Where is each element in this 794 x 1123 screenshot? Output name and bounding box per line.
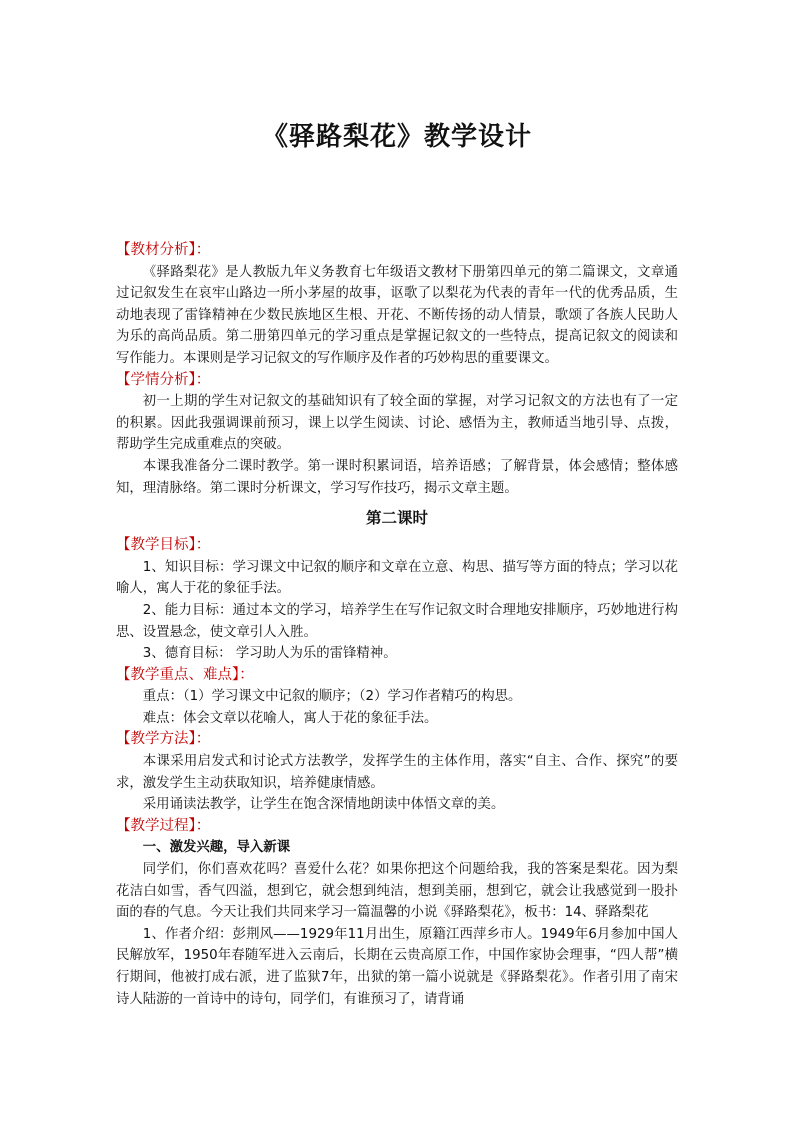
goal-moral: 3、德育目标： 学习助人为乐的雷锋精神。: [142, 646, 397, 662]
document-page: [116, 0, 678, 1123]
section-heading-student-analysis: 【学情分析】：: [116, 371, 211, 388]
student-analysis-paragraph-2: 本课我准备分二课时教学。第一课时积累词语，培养语感；了解背景，体会感情；整体感知，理清脉络。第二课时分析课文，学习写作技巧，揭示文章主题。: [116, 458, 678, 496]
process-intro-paragraph: 同学们，你们喜欢花吗？喜爱什么花？如果你把这个问题给我，我的答案是梨花。因为梨花洁白如雪，香气四溢，想到它，就会想到纯洁，想到美丽，想到它，就会让我感觉到一股扑面的春的气息。今天让我们共同来学习一篇温馨的小说《驿路梨花》，板书：14、驿路梨花: [116, 862, 678, 921]
document-title: 《驿路梨花》教学设计: [261, 122, 532, 152]
goal-knowledge: 1、知识目标：学习课文中记叙的顺序和文章在立意、构思、描写等方面的特点；学习以花喻人，寓人于花的象征手法。: [116, 559, 678, 597]
key-point: 重点：（1）学习课文中记叙的顺序；（2）学习作者精巧的构思。: [142, 689, 522, 705]
method-paragraph-1: 本课采用启发式和讨论式方法教学，发挥学生的主体作用，落实“自主、合作、探究”的要求，激发学生主动获取知识，培养健康情感。: [116, 754, 678, 791]
lesson-heading: 第二课时: [365, 509, 428, 528]
student-analysis-paragraph-1: 初一上期的学生对记叙文的基础知识有了较全面的掌握，对学习记叙文的方法也有了一定的积累。因此我强调课前预习，课上以学生阅读、讨论、感悟为主，教师适当地引导、点拨，帮助学生完成重难点的突破。: [116, 394, 678, 453]
textbook-analysis-paragraph: 《驿路梨花》是人教版九年义务教育七年级语文教材下册第四单元的第二篇课文，文章通过记叙发生在哀牢山路边一所小茅屋的故事，讴歌了以梨花为代表的青年一代的优秀品质，生动地表现了雷锋精神在少数民族地区生根、开花、不断传扬的动人情景，歌颂了各族人民助人为乐的高尚品质。第二册第四单元的学习重点是掌握记叙文的一些特点，提高记叙文的阅读和写作能力。本课则是学习记叙文的写作顺序及作者的巧妙构思的重要课文。: [116, 264, 678, 366]
section-heading-textbook-analysis: 【教材分析】：: [116, 242, 211, 258]
method-paragraph-2: 采用诵读法教学，让学生在饱含深情地朗读中体悟文章的美。: [142, 797, 505, 813]
section-heading-teaching-methods: 【教学方法】：: [116, 731, 211, 748]
goal-ability: 2、能力目标：通过本文的学习，培养学生在写作记叙文时合理地安排顺序，巧妙地进行构思、设置悬念，使文章引人入胜。: [116, 602, 678, 640]
document-body: [116, 240, 678, 1010]
difficult-point: 难点：体会文章以花喻人，寓人于花的象征手法。: [142, 710, 438, 726]
process-step-1-heading: 一、激发兴趣，导入新课: [142, 840, 291, 856]
author-intro-paragraph: 1、作者介绍：彭荆风——1929年11月出生，原籍江西萍乡市人。1949年6月参加中国人民解放军，1950年春随军进入云南后，长期在云贵高原工作，中国作家协会理事，“四人帮”横行期间，他被打成右派，进了监狱7年，出狱的第一篇小说就是《驿路梨花》。作者引用了南宋诗人陆游的一首诗中的诗句，同学们，有谁预习了，请背诵: [116, 926, 678, 1007]
section-heading-teaching-process: 【教学过程】：: [116, 817, 211, 834]
section-heading-key-points: 【教学重点、难点】：: [116, 666, 254, 683]
section-heading-teaching-goals: 【教学目标】：: [116, 537, 211, 554]
